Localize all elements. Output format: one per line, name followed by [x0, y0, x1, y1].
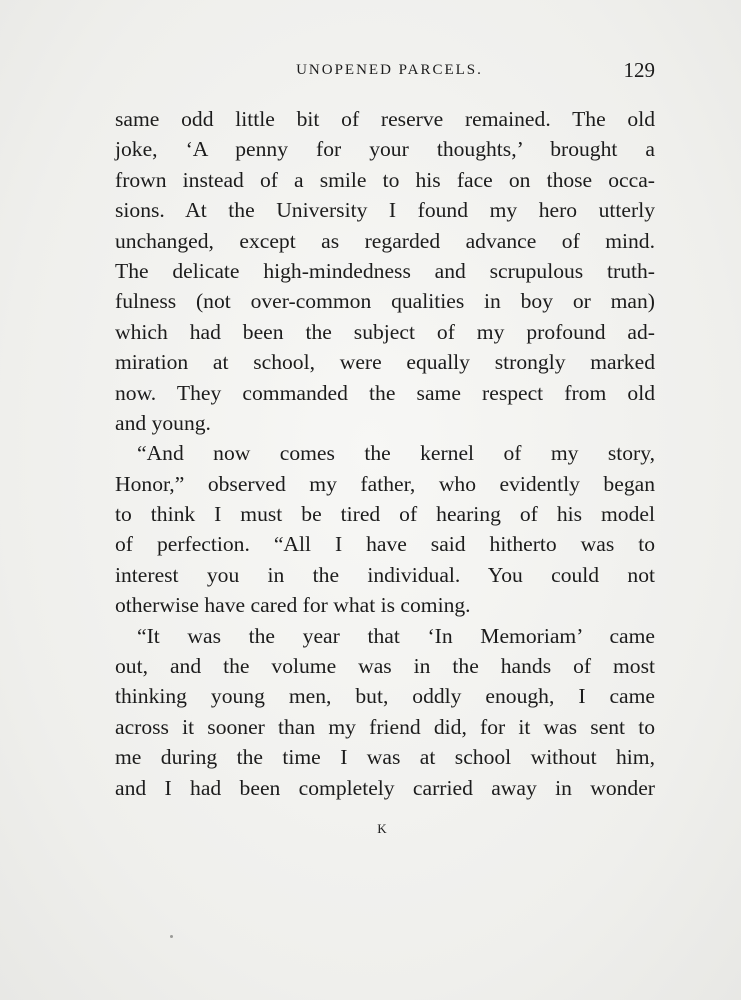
text-line: to think I must be tired of hearing of his model [115, 502, 655, 527]
text-line: me during the time I was at school without him, [115, 745, 655, 770]
text-line: interest you in the individual. You could not [115, 562, 655, 587]
text-line: across it sooner than my friend did, for it was sent to [115, 714, 655, 739]
paper-speck [170, 935, 173, 938]
running-title: UNOPENED PARCELS. [296, 62, 483, 78]
text-line: of perfection. “All I have said hitherto was to [115, 532, 655, 557]
text-line: frown instead of a smile to his face on those occa- [115, 167, 655, 192]
text-line: and I had been completely carried away in wonder [115, 775, 655, 800]
text-line: “It was the year that ‘In Memoriam’ came [137, 623, 655, 648]
text-line: sions. At the University I found my hero utterly [115, 198, 655, 223]
text-line: “And now comes the kernel of my story, [137, 441, 655, 466]
text-line: same odd little bit of reserve remained. The old [115, 107, 655, 131]
text-line: out, and the volume was in the hands of most [115, 654, 655, 679]
text-line: otherwise have cared for what is coming. [115, 593, 471, 618]
text-line: miration at school, were equally strongly marked [115, 350, 655, 375]
text-line: Honor,” observed my father, who evidently began [115, 471, 655, 496]
text-line: which had been the subject of my profound ad- [115, 319, 655, 344]
body-text [115, 104, 655, 803]
running-head [112, 58, 657, 86]
text-line: thinking young men, but, oddly enough, I came [115, 684, 655, 709]
signature-mark: K [377, 821, 388, 836]
text-line: unchanged, except as regarded advance of mind. [115, 228, 655, 253]
text-line: now. They commanded the same respect from old [115, 380, 655, 405]
text-line: and young. [115, 410, 211, 435]
page-number: 129 [623, 58, 655, 82]
text-line: fulness (not over-common qualities in boy or man) [115, 289, 655, 314]
text-line: The delicate high-mindedness and scrupulous truth- [115, 258, 655, 283]
text-line: joke, ‘A penny for your thoughts,’ brought a [115, 137, 655, 162]
